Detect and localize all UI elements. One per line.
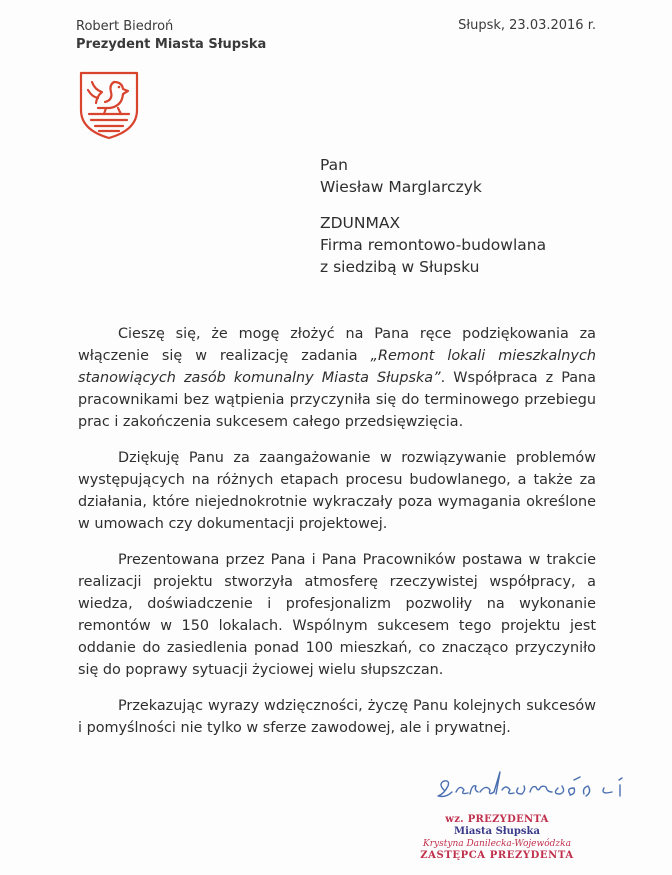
paragraph-thanks-start: Cieszę się, że mogę złożyć na Pana ręce podziękowania za włączenie się w realizację zadania bbox=[78, 326, 596, 364]
stamp-line-city: Miasta Słupska bbox=[454, 826, 540, 837]
recipient-block bbox=[320, 154, 546, 278]
stamp-line-acting: wz. PREZYDENTA bbox=[445, 814, 549, 825]
recipient-name: Wiesław Marglarczyk bbox=[320, 178, 482, 196]
company-name: ZDUNMAX bbox=[320, 214, 401, 232]
handwritten-greeting bbox=[434, 768, 634, 808]
sender-name: Robert Biedroń bbox=[76, 19, 174, 34]
paragraph-thanks-end: . Współpraca z Pana pracownikami bez wątpienia przyczyniła się do terminowego przebiegu prac i zakończenia sukcesem całego przedsięwzięcia. bbox=[78, 370, 596, 430]
recipient-spacer bbox=[320, 198, 546, 212]
paragraph-results: Prezentowana przez Pana i Pana Pracowników postawa w trakcie realizacji projektu stworzyła atmosferę rzeczywistej współpracy, a wiedza, doświadczenie i profesjonalizm pozwoliły na wykonanie remontów w 150 lokalach. Wspólnym sukcesem tego projektu jest oddanie do zasiedlenia ponad 100 mieszkań, co znacząco przyczyniło się do poprawy sytuacji życiowej wielu słupszczan. bbox=[78, 552, 596, 678]
place-date: Słupsk, 23.03.2016 r. bbox=[458, 18, 596, 33]
recipient-salutation: Pan bbox=[320, 156, 348, 174]
stamp-line-official-name: Krystyna Danilecka-Wojewódzka bbox=[423, 839, 571, 849]
paragraph-wishes: Przekazując wyrazy wdzięczności, życzę Panu kolejnych sukcesów i pomyślności nie tylko w sferze zawodowej, ale i prywatnej. bbox=[78, 698, 596, 736]
paragraph-commitment: Dziękuję Panu za zaangażowanie w rozwiązywanie problemów występujących na różnych etapach procesu budowlanego, a także za działania, które niejednokrotnie wykraczały poza wymagania określone w umowach czy dokumentacji projektowej. bbox=[78, 450, 596, 532]
letter-body bbox=[78, 323, 596, 753]
task-title: „Remont lokali mieszkalnych stanowiących zasób komunalny Miasta Słupska” bbox=[78, 348, 596, 386]
company-description: Firma remontowo-budowlana bbox=[320, 236, 547, 254]
official-stamp bbox=[412, 814, 582, 862]
sender-block bbox=[76, 18, 266, 54]
sender-role: Prezydent Miasta Słupska bbox=[76, 37, 267, 52]
stamp-line-title: ZASTĘPCA PREZYDENTA bbox=[420, 850, 574, 861]
city-crest-griffin-icon bbox=[78, 70, 140, 140]
company-location: z siedzibą w Słupsku bbox=[320, 258, 480, 276]
paragraph-thanks bbox=[78, 323, 596, 433]
